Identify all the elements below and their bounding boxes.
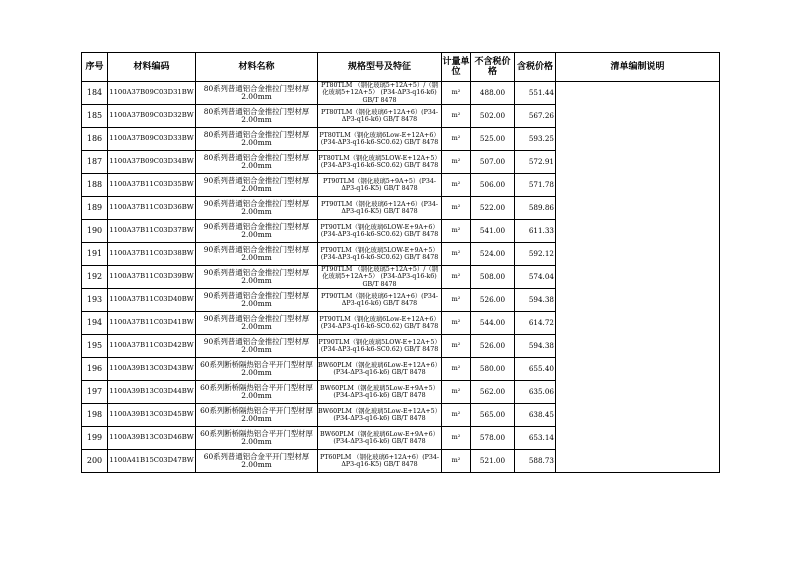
description-cell xyxy=(556,82,720,105)
price-ex-tax: 507.00 xyxy=(471,151,515,174)
row-index: 186 xyxy=(82,128,108,151)
price-ex-tax: 488.00 xyxy=(471,82,515,105)
material-name: 90系列普通铝合金推拉门型材厚2.00mm xyxy=(196,220,318,243)
spec-text: BW60PLM（钢化玻璃6Low-E+9A+6）(P34-ΔP3-q16-k6) GB/T 8478 xyxy=(318,427,442,450)
description-cell xyxy=(556,450,720,473)
unit-cell: m² xyxy=(442,128,471,151)
spec-text: PT90TLM（钢化玻璃5LOW-E+12A+5）(P34-ΔP3-q16-k6-SC0.62) GB/T 8478 xyxy=(318,335,442,358)
description-cell xyxy=(556,404,720,427)
material-name: 80系列普通铝合金推拉门型材厚2.00mm xyxy=(196,151,318,174)
row-index: 191 xyxy=(82,243,108,266)
table-row xyxy=(82,358,720,381)
table-row xyxy=(82,427,720,450)
description-cell xyxy=(556,335,720,358)
spec-text: PT90TLM（钢化玻璃6LOW-E+9A+6）(P34-ΔP3-q16-k6-SC0.62) GB/T 8478 xyxy=(318,220,442,243)
spec-text: PT90TLM（钢化玻璃5+9A+5）(P34-ΔP3-q16-K5) GB/T 8478 xyxy=(318,174,442,197)
header-price-inc: 含税价格 xyxy=(515,53,556,82)
unit-cell: m² xyxy=(442,105,471,128)
price-inc-tax: 592.12 xyxy=(515,243,556,266)
unit-cell: m² xyxy=(442,381,471,404)
spec-text: PT90TLM（钢化玻璃6Low-E+12A+6）(P34-ΔP3-q16-k6-SC0.62) GB/T 8478 xyxy=(318,312,442,335)
table-row xyxy=(82,220,720,243)
spec-text: PT90TLM（钢化玻璃6+12A+6）(P34-ΔP3-q16-K5) GB/T 8478 xyxy=(318,197,442,220)
description-cell xyxy=(556,128,720,151)
description-cell xyxy=(556,197,720,220)
row-index: 189 xyxy=(82,197,108,220)
table-row xyxy=(82,312,720,335)
table-row xyxy=(82,381,720,404)
price-ex-tax: 525.00 xyxy=(471,128,515,151)
price-inc-tax: 653.14 xyxy=(515,427,556,450)
material-name: 60系列断桥隔热铝合平开门型材厚2.00mm xyxy=(196,427,318,450)
row-index: 196 xyxy=(82,358,108,381)
price-ex-tax: 580.00 xyxy=(471,358,515,381)
row-index: 197 xyxy=(82,381,108,404)
header-index: 序号 xyxy=(82,53,108,82)
header-price-ex: 不含税价 格 xyxy=(471,53,515,82)
header-name: 材料名称 xyxy=(196,53,318,82)
spec-text: PT80TLM（钢化玻璃6+12A+6）(P34-ΔP3-q16-k6) GB/T 8478 xyxy=(318,105,442,128)
spec-text: PT60PLM （钢化玻璃6+12A+6）(P34-ΔP3-q16-K5) GB/T 8478 xyxy=(318,450,442,473)
row-index: 184 xyxy=(82,82,108,105)
spec-text: PT80TLM（钢化玻璃5LOW-E+12A+5）(P34-ΔP3-q16-k6-SC0.62) GB/T 8478 xyxy=(318,151,442,174)
header-row xyxy=(82,53,720,82)
header-code: 材料编码 xyxy=(108,53,196,82)
material-name: 90系列普通铝合金推拉门型材厚2.00mm xyxy=(196,335,318,358)
table-row xyxy=(82,151,720,174)
price-inc-tax: 572.91 xyxy=(515,151,556,174)
table-body xyxy=(82,82,720,473)
material-code: 1100A37B09C03D33BW xyxy=(108,128,196,151)
description-cell xyxy=(556,220,720,243)
description-cell xyxy=(556,243,720,266)
price-ex-tax: 506.00 xyxy=(471,174,515,197)
material-name: 90系列普通铝合金推拉门型材厚2.00mm xyxy=(196,174,318,197)
material-code: 1100A37B11C03D37BW xyxy=(108,220,196,243)
unit-cell: m² xyxy=(442,151,471,174)
material-code: 1100A39B13C03D44BW xyxy=(108,381,196,404)
material-name: 90系列普通铝合金推拉门型材厚2.00mm xyxy=(196,266,318,289)
price-ex-tax: 522.00 xyxy=(471,197,515,220)
spec-text: BW60PLM（钢化玻璃5Low-E+12A+5）(P34-ΔP3-q16-k6) GB/T 8478 xyxy=(318,404,442,427)
unit-cell: m² xyxy=(442,289,471,312)
description-cell xyxy=(556,105,720,128)
price-inc-tax: 638.45 xyxy=(515,404,556,427)
row-index: 192 xyxy=(82,266,108,289)
unit-cell: m² xyxy=(442,220,471,243)
price-inc-tax: 655.40 xyxy=(515,358,556,381)
row-index: 185 xyxy=(82,105,108,128)
spec-text: PT80TLM（钢化玻璃6Low-E+12A+6）(P34-ΔP3-q16-k6-SC0.62) GB/T 8478 xyxy=(318,128,442,151)
price-ex-tax: 526.00 xyxy=(471,289,515,312)
row-index: 190 xyxy=(82,220,108,243)
description-cell xyxy=(556,174,720,197)
price-inc-tax: 594.38 xyxy=(515,335,556,358)
price-ex-tax: 544.00 xyxy=(471,312,515,335)
price-ex-tax: 565.00 xyxy=(471,404,515,427)
price-inc-tax: 567.26 xyxy=(515,105,556,128)
material-code: 1100A37B09C03D32BW xyxy=(108,105,196,128)
material-code: 1100A37B11C03D42BW xyxy=(108,335,196,358)
unit-cell: m² xyxy=(442,312,471,335)
material-name: 80系列普通铝合金推拉门型材厚2.00mm xyxy=(196,82,318,105)
unit-cell: m² xyxy=(442,427,471,450)
material-code: 1100A37B11C03D39BW xyxy=(108,266,196,289)
header-desc: 清单编制说明 xyxy=(556,53,720,82)
material-name: 80系列普通铝合金推拉门型材厚2.00mm xyxy=(196,128,318,151)
table-row xyxy=(82,266,720,289)
row-index: 193 xyxy=(82,289,108,312)
material-name: 90系列普通铝合金推拉门型材厚2.00mm xyxy=(196,243,318,266)
price-ex-tax: 562.00 xyxy=(471,381,515,404)
price-inc-tax: 571.78 xyxy=(515,174,556,197)
description-cell xyxy=(556,312,720,335)
material-name: 90系列普通铝合金推拉门型材厚2.00mm xyxy=(196,312,318,335)
material-code: 1100A37B09C03D34BW xyxy=(108,151,196,174)
unit-cell: m² xyxy=(442,82,471,105)
material-code: 1100A37B09C03D31BW xyxy=(108,82,196,105)
header-unit: 计量单位 xyxy=(442,53,471,82)
material-code: 1100A39B13C03D43BW xyxy=(108,358,196,381)
row-index: 198 xyxy=(82,404,108,427)
row-index: 195 xyxy=(82,335,108,358)
price-inc-tax: 588.73 xyxy=(515,450,556,473)
table-row xyxy=(82,105,720,128)
row-index: 194 xyxy=(82,312,108,335)
material-code: 1100A37B11C03D38BW xyxy=(108,243,196,266)
price-ex-tax: 578.00 xyxy=(471,427,515,450)
unit-cell: m² xyxy=(442,243,471,266)
spec-text: PT90TLM（钢化玻璃6+12A+6）(P34-ΔP3-q16-k6) GB/T 8478 xyxy=(318,289,442,312)
unit-cell: m² xyxy=(442,197,471,220)
description-cell xyxy=(556,266,720,289)
row-index: 187 xyxy=(82,151,108,174)
unit-cell: m² xyxy=(442,404,471,427)
material-code: 1100A39B13C03D45BW xyxy=(108,404,196,427)
price-inc-tax: 593.25 xyxy=(515,128,556,151)
price-ex-tax: 521.00 xyxy=(471,450,515,473)
row-index: 199 xyxy=(82,427,108,450)
price-ex-tax: 526.00 xyxy=(471,335,515,358)
table-row xyxy=(82,404,720,427)
price-ex-tax: 541.00 xyxy=(471,220,515,243)
material-name: 90系列普通铝合金推拉门型材厚2.00mm xyxy=(196,289,318,312)
unit-cell: m² xyxy=(442,335,471,358)
description-cell xyxy=(556,289,720,312)
material-name: 60系列断桥隔热铝合平开门型材厚2.00mm xyxy=(196,358,318,381)
price-table xyxy=(81,52,720,473)
price-inc-tax: 574.04 xyxy=(515,266,556,289)
spec-text: PT90TLM （钢化玻璃5+12A+5）/（钢化玻璃5+12A+5） (P34-ΔP3-q16-k6) GB/T 8478 xyxy=(318,266,442,289)
unit-cell: m² xyxy=(442,266,471,289)
spec-text: PT80TLM （钢化玻璃5+12A+5）/（钢化玻璃5+12A+5） (P34-ΔP3-q16-k6) GB/T 8478 xyxy=(318,82,442,105)
price-ex-tax: 508.00 xyxy=(471,266,515,289)
price-ex-tax: 524.00 xyxy=(471,243,515,266)
description-cell xyxy=(556,381,720,404)
table-row xyxy=(82,243,720,266)
price-ex-tax: 502.00 xyxy=(471,105,515,128)
unit-cell: m² xyxy=(442,450,471,473)
table-row xyxy=(82,335,720,358)
description-cell xyxy=(556,358,720,381)
material-name: 90系列普通铝合金推拉门型材厚2.00mm xyxy=(196,197,318,220)
material-name: 60系列断桥隔热铝合平开门型材厚2.00mm xyxy=(196,381,318,404)
price-inc-tax: 551.44 xyxy=(515,82,556,105)
material-code: 1100A37B11C03D36BW xyxy=(108,197,196,220)
header-spec: 规格型号及特征 xyxy=(318,53,442,82)
table-row xyxy=(82,174,720,197)
material-code: 1100A37B11C03D35BW xyxy=(108,174,196,197)
table-row xyxy=(82,289,720,312)
table-row xyxy=(82,450,720,473)
spec-text: BW60PLM（钢化玻璃5Low-E+9A+5）(P34-ΔP3-q16-k6) GB/T 8478 xyxy=(318,381,442,404)
price-inc-tax: 635.06 xyxy=(515,381,556,404)
material-name: 60系列普通铝合金平开门型材厚2.00mm xyxy=(196,450,318,473)
description-cell xyxy=(556,151,720,174)
spec-text: BW60PLM（钢化玻璃6Low-E+12A+6）(P34-ΔP3-q16-k6) GB/T 8478 xyxy=(318,358,442,381)
description-cell xyxy=(556,427,720,450)
price-inc-tax: 614.72 xyxy=(515,312,556,335)
price-inc-tax: 611.33 xyxy=(515,220,556,243)
price-inc-tax: 589.86 xyxy=(515,197,556,220)
price-inc-tax: 594.38 xyxy=(515,289,556,312)
row-index: 188 xyxy=(82,174,108,197)
material-code: 1100A41B15C03D47BW xyxy=(108,450,196,473)
material-code: 1100A39B13C03D46BW xyxy=(108,427,196,450)
unit-cell: m² xyxy=(442,174,471,197)
unit-cell: m² xyxy=(442,358,471,381)
material-code: 1100A37B11C03D41BW xyxy=(108,312,196,335)
material-name: 60系列断桥隔热铝合平开门型材厚2.00mm xyxy=(196,404,318,427)
material-code: 1100A37B11C03D40BW xyxy=(108,289,196,312)
table-row xyxy=(82,197,720,220)
table-row xyxy=(82,128,720,151)
spec-text: PT90TLM（钢化玻璃5LOW-E+9A+5）(P34-ΔP3-q16-k6-SC0.62) GB/T 8478 xyxy=(318,243,442,266)
row-index: 200 xyxy=(82,450,108,473)
material-name: 80系列普通铝合金推拉门型材厚2.00mm xyxy=(196,105,318,128)
table-row xyxy=(82,82,720,105)
